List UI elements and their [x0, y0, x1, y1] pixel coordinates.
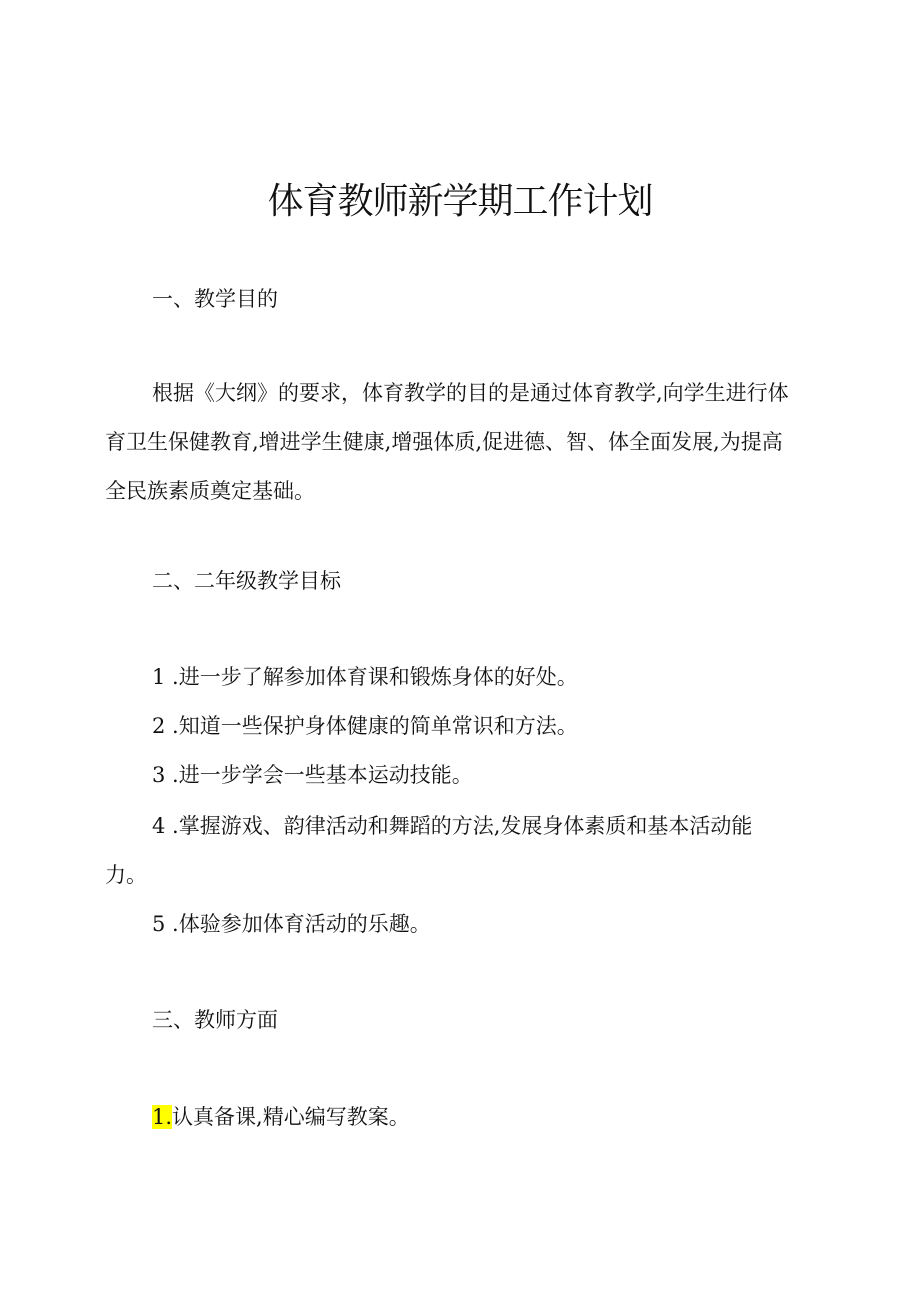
document-title: 体育教师新学期工作计划	[267, 181, 653, 222]
list-item: 2 .知道一些保护身体健康的简单常识和方法。	[152, 714, 578, 738]
section-heading-2: 二、二年级教学目标	[152, 569, 341, 593]
paragraph-line: 根据《大纲》的要求，体育教学的目的是通过体育教学,向学生进行体	[152, 381, 789, 405]
list-item: 3 .进一步学会一些基本运动技能。	[152, 763, 473, 787]
list-item: 1 .进一步了解参加体育课和锻炼身体的好处。	[152, 665, 578, 689]
section-heading-1: 一、教学目的	[152, 287, 278, 311]
list-item: 5 .体验参加体育活动的乐趣。	[152, 912, 431, 936]
highlighted-number: 1.	[152, 1105, 173, 1129]
paragraph-line: 育卫生保健教育,增进学生健康,增强体质,促进德、智、体全面发展,为提高	[105, 430, 783, 454]
section-heading-3: 三、教师方面	[152, 1008, 278, 1032]
list-item-continuation: 力。	[105, 863, 147, 887]
list-item-text: 认真备课,精心编写教案。	[172, 1105, 410, 1129]
list-item: 4 .掌握游戏、韵律活动和舞蹈的方法,发展身体素质和基本活动能	[152, 814, 753, 838]
paragraph-line: 全民族素质奠定基础。	[105, 479, 315, 503]
list-item	[152, 1093, 872, 1142]
